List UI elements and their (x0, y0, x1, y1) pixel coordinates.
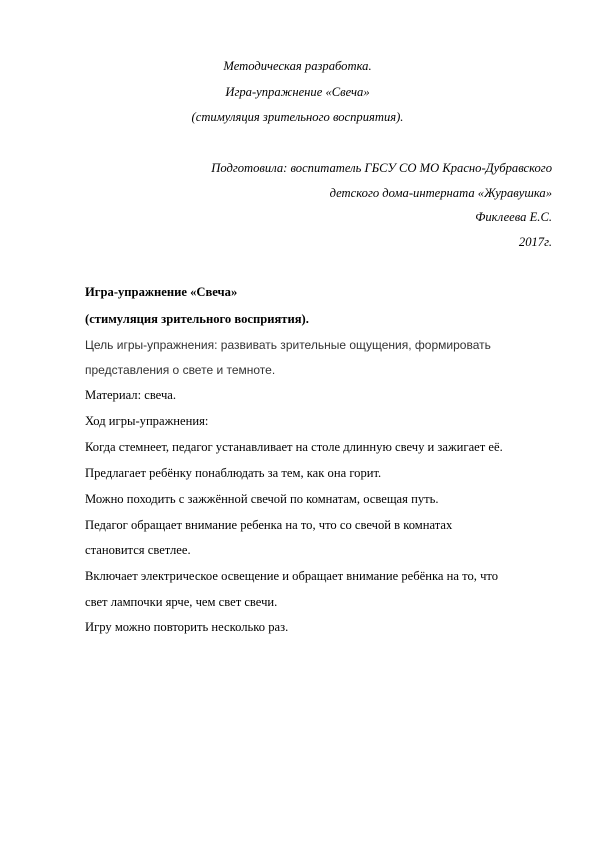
progress-heading: Ход игры-упражнения: (85, 414, 209, 428)
author-line-2: детского дома-интерната «Журавушка» (329, 186, 552, 200)
step-line-3: Можно походить с зажжённой свечой по комнатам, освещая путь. (85, 492, 439, 506)
body-title-1: Игра-упражнение «Свеча» (85, 285, 238, 299)
step-line-5: становится светлее. (85, 543, 191, 557)
step-line-6: Включает электрическое освещение и обращает внимание ребёнка на то, что (85, 569, 499, 583)
step-line-1: Когда стемнеет, педагог устанавливает на столе длинную свечу и зажигает её. (85, 440, 503, 454)
step-line-7: свет лампочки ярче, чем свет свечи. (85, 595, 278, 609)
header-line-3: (стимуляция зрительного восприятия). (191, 110, 404, 124)
body-title-2: (стимуляция зрительного восприятия). (85, 312, 309, 326)
author-name: Фиклеева Е.С. (475, 210, 552, 224)
author-line-1: Подготовила: воспитатель ГБСУ СО МО Красно-Дубравского (211, 161, 552, 175)
goal-line-1: Цель игры-упражнения: развивать зрительные ощущения, формировать (85, 338, 491, 352)
goal-line-2: представления о свете и темноте. (85, 363, 276, 377)
material-line: Материал: свеча. (85, 388, 177, 402)
step-line-8: Игру можно повторить несколько раз. (85, 620, 289, 634)
step-line-4: Педагог обращает внимание ребенка на то, что со свечой в комнатах (85, 518, 453, 532)
step-line-2: Предлагает ребёнку понаблюдать за тем, как она горит. (85, 466, 382, 480)
author-year: 2017г. (518, 235, 552, 249)
header-line-1: Методическая разработка. (223, 59, 372, 73)
header-line-2: Игра-упражнение «Свеча» (225, 85, 370, 99)
